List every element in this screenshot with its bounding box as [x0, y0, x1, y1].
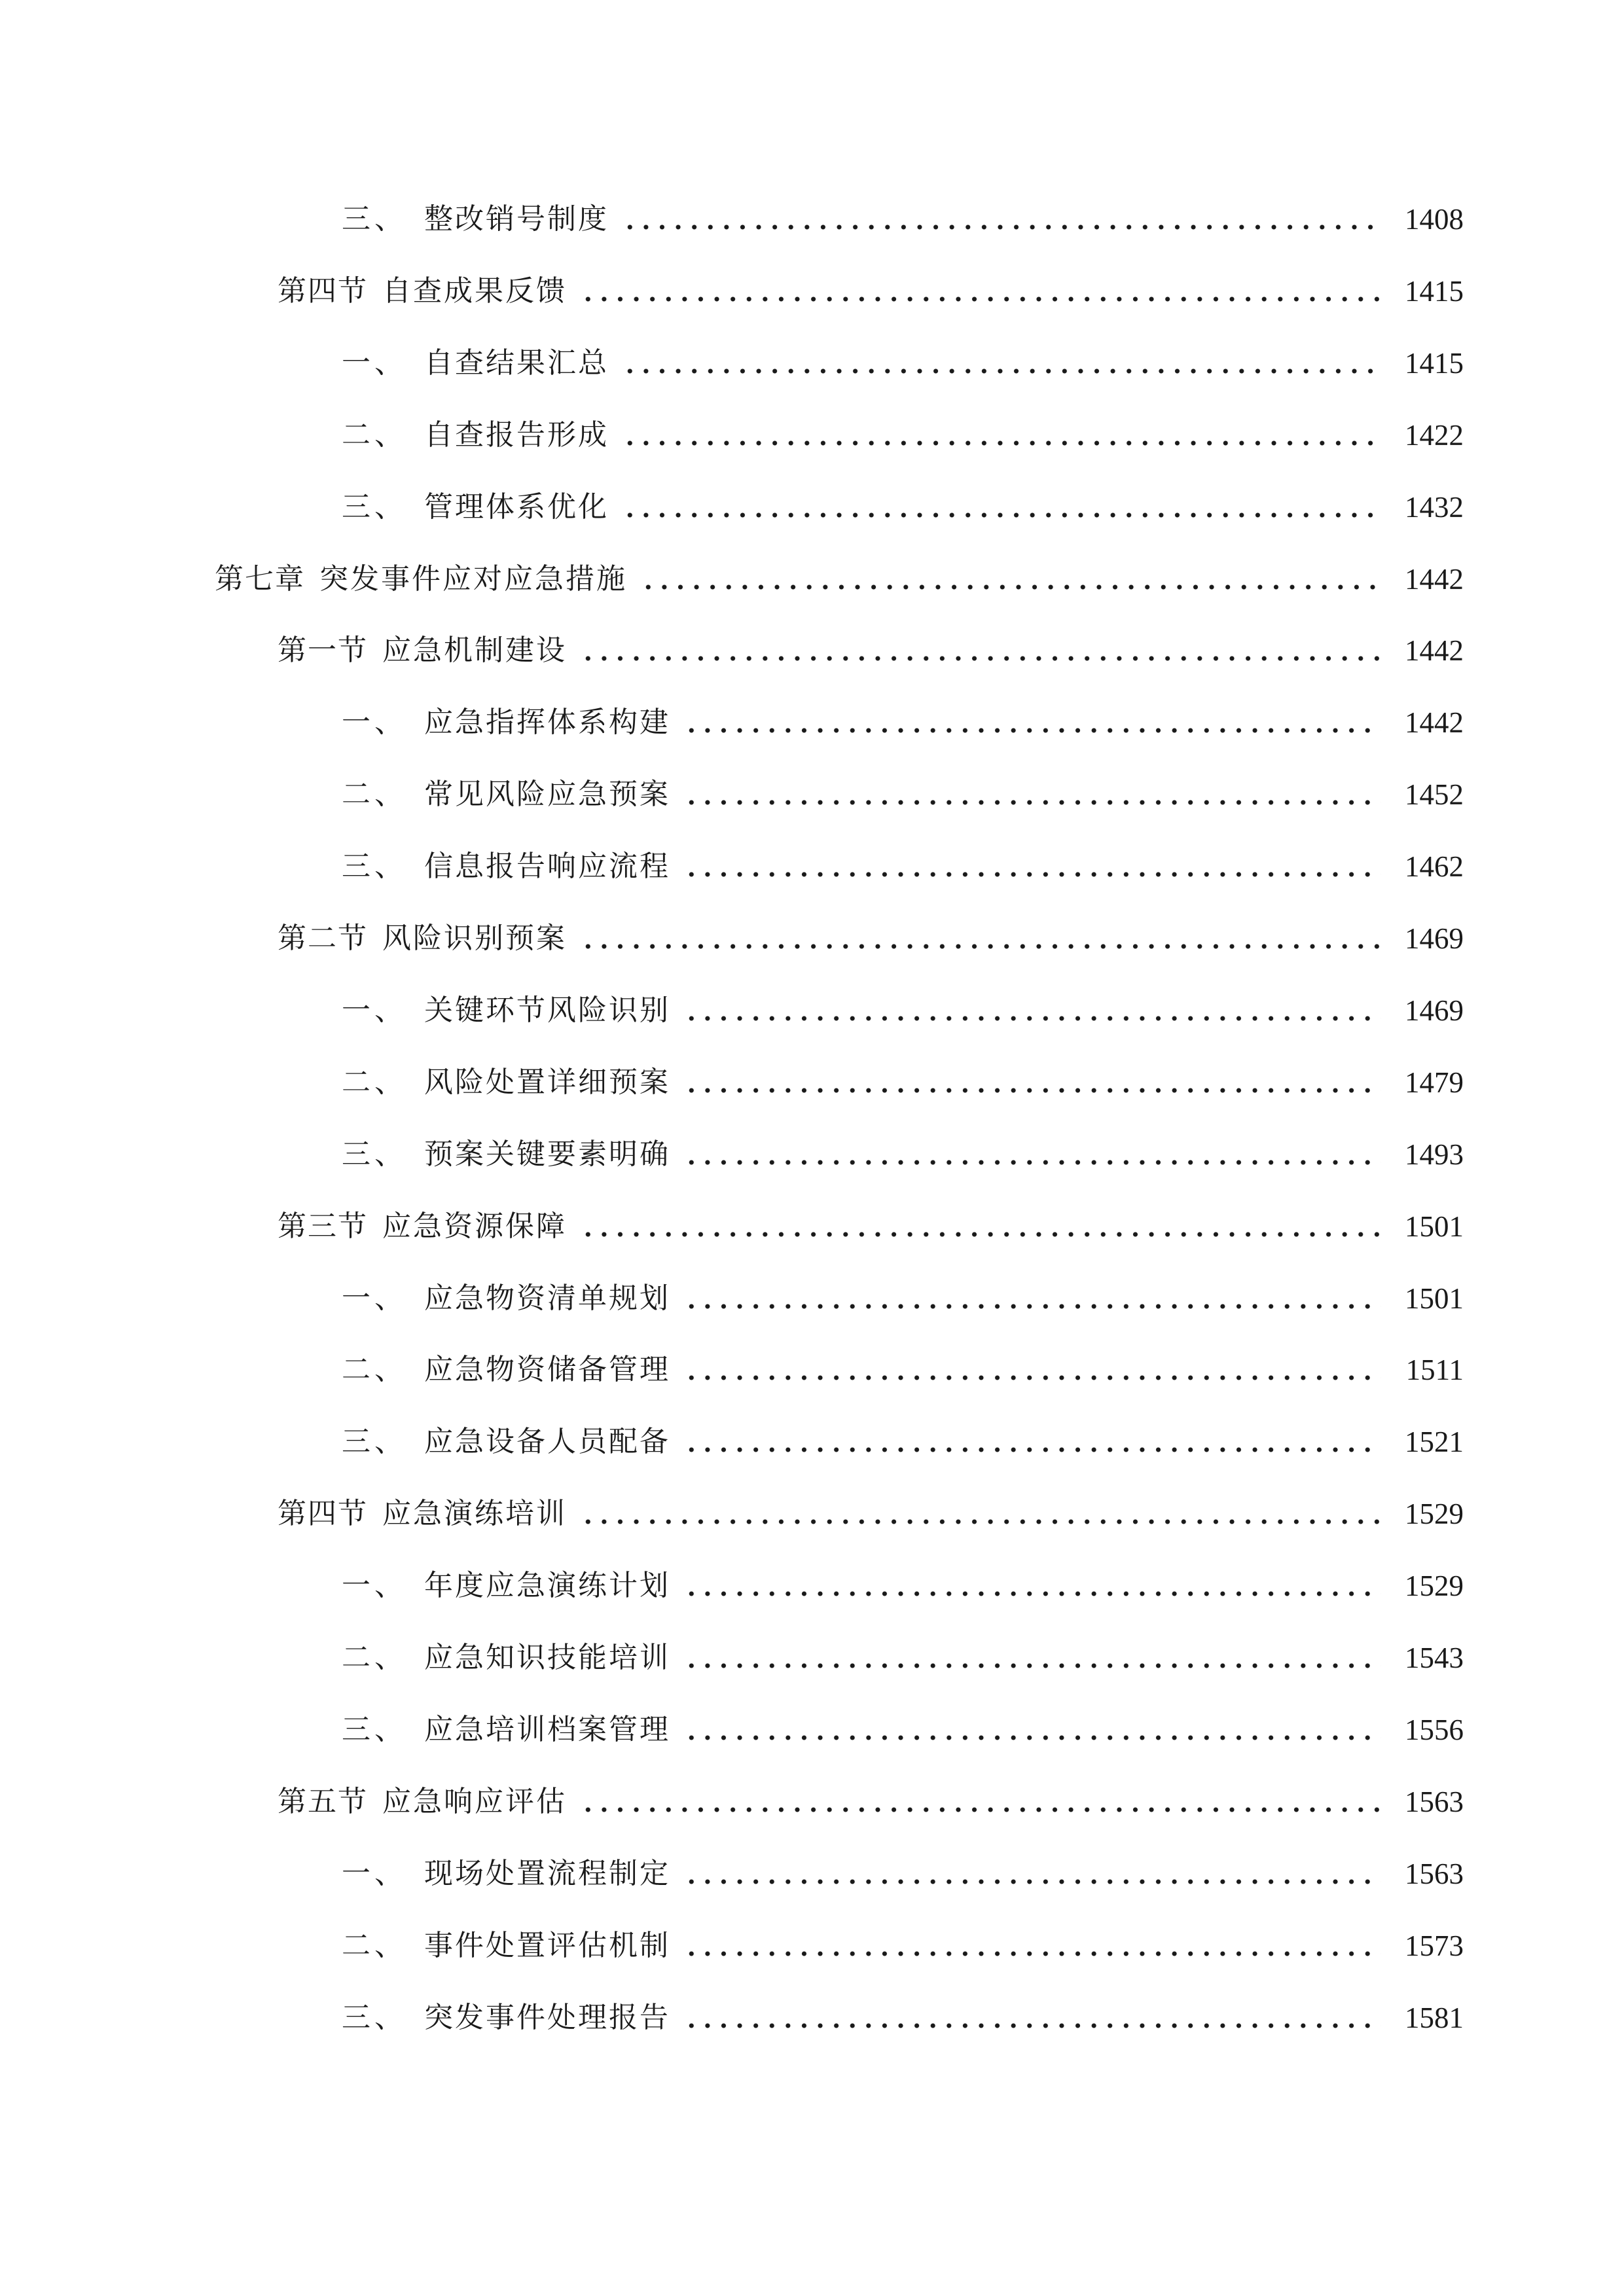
- entry-page-number: 1521: [1405, 1426, 1464, 1458]
- toc-entry-item[interactable]: [342, 1848, 1464, 1900]
- entry-title: 突发事件处理报告: [424, 2001, 670, 2034]
- entry-number: 二、: [342, 1641, 407, 1674]
- toc-entry-section[interactable]: [278, 912, 1464, 965]
- toc-entry-item[interactable]: [342, 1632, 1464, 1684]
- entry-page-number: 1581: [1405, 2001, 1464, 2034]
- entry-title: 应急指挥体系构建: [424, 706, 670, 739]
- entry-number: 一、: [342, 1282, 407, 1315]
- entry-page-number: 1452: [1405, 778, 1464, 811]
- dot-leader: [681, 1704, 1381, 1756]
- dot-leader: [619, 193, 1381, 245]
- entry-title: 年度应急演练计划: [424, 1569, 670, 1602]
- toc-entry-section[interactable]: [278, 265, 1464, 317]
- dot-leader: [577, 1200, 1381, 1253]
- entry-number: 第三节: [278, 1210, 368, 1243]
- entry-title: 事件处置评估机制: [424, 1929, 670, 1962]
- entry-title: 整改销号制度: [424, 202, 609, 236]
- entry-page-number: 1479: [1405, 1066, 1464, 1099]
- entry-title: 应急知识技能培训: [424, 1641, 670, 1674]
- dot-leader: [681, 1992, 1381, 2044]
- dot-leader: [681, 1848, 1381, 1900]
- entry-title: 信息报告响应流程: [424, 850, 670, 883]
- entry-title: 风险识别预案: [382, 922, 567, 955]
- entry-title: 应急设备人员配备: [424, 1425, 670, 1458]
- toc-entry-section[interactable]: [278, 624, 1464, 677]
- dot-leader: [681, 1560, 1381, 1612]
- entry-page-number: 1501: [1405, 1282, 1464, 1315]
- toc-entry-section[interactable]: [278, 1776, 1464, 1828]
- entry-number: 第一节: [278, 634, 368, 667]
- entry-number: 三、: [342, 1425, 407, 1458]
- entry-page-number: 1573: [1405, 1929, 1464, 1962]
- dot-leader: [577, 624, 1381, 677]
- entry-title: 应急资源保障: [382, 1210, 567, 1243]
- dot-leader: [577, 912, 1381, 965]
- entry-page-number: 1432: [1405, 491, 1464, 524]
- entry-number: 三、: [342, 1713, 407, 1746]
- entry-page-number: 1462: [1405, 850, 1464, 883]
- dot-leader: [638, 553, 1381, 605]
- toc-entry-item[interactable]: [342, 1344, 1464, 1396]
- dot-leader: [681, 840, 1381, 893]
- entry-number: 二、: [342, 1353, 407, 1386]
- entry-number: 二、: [342, 778, 407, 811]
- dot-leader: [681, 1056, 1381, 1109]
- entry-page-number: 1543: [1405, 1641, 1464, 1674]
- entry-title: 自查报告形成: [424, 418, 609, 452]
- entry-title: 风险处置详细预案: [424, 1066, 670, 1099]
- toc-entry-item[interactable]: [342, 1272, 1464, 1325]
- dot-leader: [681, 768, 1381, 821]
- dot-leader: [681, 1632, 1381, 1684]
- entry-page-number: 1442: [1405, 634, 1464, 667]
- toc-entry-item[interactable]: [342, 1416, 1464, 1468]
- entry-number: 一、: [342, 1857, 407, 1890]
- entry-title: 应急机制建设: [382, 634, 567, 667]
- entry-page-number: 1415: [1405, 275, 1464, 308]
- dot-leader: [619, 409, 1381, 461]
- entry-page-number: 1511: [1405, 1354, 1464, 1386]
- toc-entry-item[interactable]: [342, 1920, 1464, 1972]
- entry-title: 关键环节风险识别: [424, 994, 670, 1027]
- entry-page-number: 1529: [1405, 1570, 1464, 1602]
- toc-entry-item[interactable]: [342, 409, 1464, 461]
- entry-number: 二、: [342, 1929, 407, 1962]
- entry-number: 一、: [342, 706, 407, 739]
- dot-leader: [681, 1920, 1381, 1972]
- entry-number: 三、: [342, 850, 407, 883]
- dot-leader: [577, 1776, 1381, 1828]
- entry-page-number: 1556: [1405, 1713, 1464, 1746]
- entry-number: 三、: [342, 2001, 407, 2034]
- dot-leader: [681, 1272, 1381, 1325]
- entry-title: 预案关键要素明确: [424, 1138, 670, 1171]
- entry-page-number: 1501: [1405, 1210, 1464, 1243]
- entry-title: 自查成果反馈: [382, 274, 567, 308]
- entry-title: 突发事件应对应急措施: [319, 562, 627, 596]
- entry-page-number: 1469: [1405, 922, 1464, 955]
- entry-page-number: 1422: [1405, 419, 1464, 452]
- entry-page-number: 1493: [1405, 1138, 1464, 1171]
- dot-leader: [681, 1416, 1381, 1468]
- dot-leader: [619, 337, 1381, 389]
- toc-entry-item[interactable]: [342, 481, 1464, 533]
- entry-number: 第五节: [278, 1785, 368, 1818]
- toc-entry-item[interactable]: [342, 840, 1464, 893]
- dot-leader: [681, 696, 1381, 749]
- toc-entry-item[interactable]: [342, 1560, 1464, 1612]
- entry-number: 二、: [342, 1066, 407, 1099]
- entry-title: 自查结果汇总: [424, 346, 609, 380]
- dot-leader: [577, 1488, 1381, 1540]
- toc-entry-item[interactable]: [342, 1056, 1464, 1109]
- toc-entry-item[interactable]: [342, 1992, 1464, 2044]
- entry-page-number: 1563: [1405, 1857, 1464, 1890]
- toc-entry-section[interactable]: [278, 1200, 1464, 1253]
- entry-title: 应急演练培训: [382, 1497, 567, 1530]
- entry-page-number: 1408: [1405, 203, 1464, 236]
- entry-page-number: 1442: [1405, 706, 1464, 739]
- entry-title: 应急培训档案管理: [424, 1713, 670, 1746]
- entry-number: 第四节: [278, 274, 368, 308]
- entry-number: 三、: [342, 202, 407, 236]
- entry-title: 应急响应评估: [382, 1785, 567, 1818]
- entry-number: 一、: [342, 346, 407, 380]
- entry-number: 一、: [342, 994, 407, 1027]
- dot-leader: [619, 481, 1381, 533]
- dot-leader: [681, 984, 1381, 1037]
- entry-number: 第四节: [278, 1497, 368, 1530]
- entry-number: 二、: [342, 418, 407, 452]
- toc-entry-item[interactable]: [342, 337, 1464, 389]
- entry-title: 现场处置流程制定: [424, 1857, 670, 1890]
- entry-title: 应急物资清单规划: [424, 1282, 670, 1315]
- entry-number: 三、: [342, 490, 407, 524]
- entry-page-number: 1469: [1405, 994, 1464, 1027]
- toc-entry-item[interactable]: [342, 768, 1464, 821]
- entry-number: 第二节: [278, 922, 368, 955]
- entry-title: 应急物资储备管理: [424, 1353, 670, 1386]
- dot-leader: [577, 265, 1381, 317]
- entry-title: 管理体系优化: [424, 490, 609, 524]
- dot-leader: [681, 1344, 1381, 1396]
- entry-number: 一、: [342, 1569, 407, 1602]
- entry-page-number: 1442: [1405, 563, 1464, 596]
- toc-entry-item[interactable]: [342, 984, 1464, 1037]
- dot-leader: [681, 1128, 1381, 1181]
- toc-entry-item[interactable]: [342, 696, 1464, 749]
- toc-entry-item[interactable]: [342, 1704, 1464, 1756]
- entry-number: 三、: [342, 1138, 407, 1171]
- toc-entry-item[interactable]: [342, 193, 1464, 245]
- entry-page-number: 1415: [1405, 347, 1464, 380]
- entry-page-number: 1529: [1405, 1498, 1464, 1530]
- toc-entry-section[interactable]: [278, 1488, 1464, 1540]
- entry-title: 常见风险应急预案: [424, 778, 670, 811]
- toc-entry-item[interactable]: [342, 1128, 1464, 1181]
- entry-page-number: 1563: [1405, 1785, 1464, 1818]
- toc-entry-chapter[interactable]: [215, 553, 1464, 605]
- entry-number: 第七章: [215, 562, 305, 596]
